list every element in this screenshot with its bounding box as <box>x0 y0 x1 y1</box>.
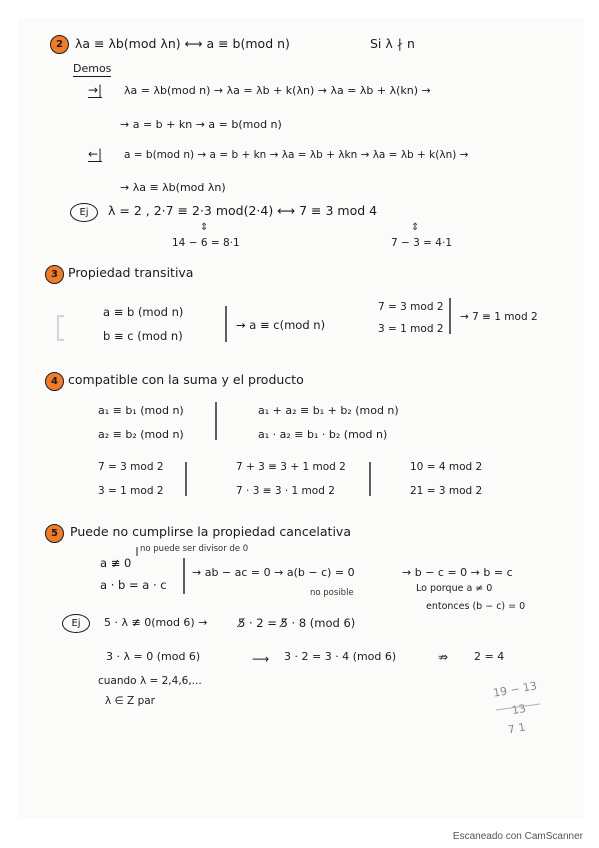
cancel-example-1: 5 · λ ≢ 0(mod 6) → <box>104 616 208 629</box>
compat-result-product: a₁ · a₂ ≡ b₁ · b₂ (mod n) <box>258 428 388 441</box>
cancel-note-2: entonces (b − c) = 0 <box>426 601 526 612</box>
transitive-line-1: a ≡ b (mod n) <box>103 305 184 319</box>
item-3-badge: 3 <box>45 265 64 284</box>
cancel-example-badge: Ej <box>62 614 90 633</box>
back-line-2: → λa ≡ λb(mod λn) <box>120 181 226 194</box>
example-2-left-note: 14 − 6 = 8·1 <box>172 237 240 249</box>
cancel-hyp-2: a · b = a · c <box>100 578 167 592</box>
compat-result-sum: a₁ + a₂ ≡ b₁ + b₂ (mod n) <box>258 404 399 417</box>
item-5-title: Puede no cumplirse la propiedad cancelativa <box>70 524 351 539</box>
scanner-footer: Escaneado con CamScanner <box>452 831 583 842</box>
transitive-example-1: 7 = 3 mod 2 <box>378 301 444 313</box>
compat-example-2: 3 = 1 mod 2 <box>98 485 164 497</box>
example-2-right-note: 7 − 3 = 4·1 <box>391 237 453 249</box>
compat-example-sum: 7 + 3 ≡ 3 + 1 mod 2 <box>236 461 346 473</box>
cancel-no-posible: no posible <box>310 588 354 598</box>
compat-hyp-2: a₂ ≡ b₂ (mod n) <box>98 428 184 441</box>
item-4-badge: 4 <box>45 372 64 391</box>
not-implies-arrow: ⇏ <box>438 650 449 664</box>
cancel-chain: → ab − ac = 0 → a(b − c) = 0 <box>192 566 355 579</box>
scribble-c: 7 1 <box>506 720 527 737</box>
transitive-example-result: → 7 ≡ 1 mod 2 <box>460 311 538 323</box>
cancel-example-2: 3 · λ = 0 (mod 6) <box>106 650 201 663</box>
cancel-example-3: cuando λ = 2,4,6,... <box>98 675 202 687</box>
cancel-example-2b: 3 · 2 = 3 · 4 (mod 6) <box>284 650 397 663</box>
compat-hyp-1: a₁ ≡ b₁ (mod n) <box>98 404 184 417</box>
cancel-note-1: Lo porque a ≠ 0 <box>416 583 493 594</box>
cancel-hyp-1: a ≢ 0 <box>100 556 132 570</box>
compat-example-result-1: 10 = 4 mod 2 <box>410 461 483 473</box>
scribble-b: 13 <box>510 701 527 718</box>
transitive-result: → a ≡ c(mod n) <box>236 318 326 332</box>
compat-example-product: 7 · 3 ≡ 3 · 1 mod 2 <box>236 485 335 497</box>
forward-line-1: λa = λb(mod n) → λa = λb + k(λn) → λa = λb + λ(kn) → <box>124 84 431 97</box>
example-badge: Ej <box>70 203 98 222</box>
compat-example-result-2: 21 = 3 mod 2 <box>410 485 483 497</box>
cancel-example-4: λ ∈ Z par <box>105 695 155 707</box>
proof-label: Demos <box>73 62 112 75</box>
transitive-line-2: b ≡ c (mod n) <box>103 329 183 343</box>
forward-line-2: → a = b + kn → a = b(mod n) <box>120 118 282 131</box>
compat-example-1: 7 = 3 mod 2 <box>98 461 164 473</box>
back-line-1: a = b(mod n) → a = b + kn → λa = λb + λkn → λa = λb + k(λn) → <box>124 149 469 161</box>
item-4-title: compatible con la suma y el producto <box>68 372 304 387</box>
arrow-right: ⟶ <box>252 652 270 666</box>
cancel-example-2c: 2 = 4 <box>474 650 505 663</box>
cancel-result: → b − c = 0 → b = c <box>402 566 513 579</box>
example-2-main: λ = 2 , 2·7 ≡ 2·3 mod(2·4) ⟷ 7 ≡ 3 mod 4 <box>108 203 378 218</box>
item-2-condition: Si λ ∤ n <box>370 36 415 51</box>
scribble-a: 19 − 13 <box>492 679 538 700</box>
example-2-right-mark: ⇕ <box>411 222 420 233</box>
item-3-title: Propiedad transitiva <box>68 265 194 280</box>
cancel-note-top: no puede ser divisor de 0 <box>140 544 249 554</box>
back-arrow: ←| <box>88 147 103 161</box>
forward-arrow: →| <box>88 83 103 97</box>
example-2-left-mark: ⇕ <box>200 222 209 233</box>
item-5-badge: 5 <box>45 524 64 543</box>
cancel-example-1b: 5̸ · 2 = 5̸ · 8 (mod 6) <box>238 616 356 630</box>
item-2-title: λa ≡ λb(mod λn) ⟷ a ≡ b(mod n) <box>75 36 290 51</box>
item-2-badge: 2 <box>50 35 69 54</box>
transitive-example-2: 3 = 1 mod 2 <box>378 323 444 335</box>
